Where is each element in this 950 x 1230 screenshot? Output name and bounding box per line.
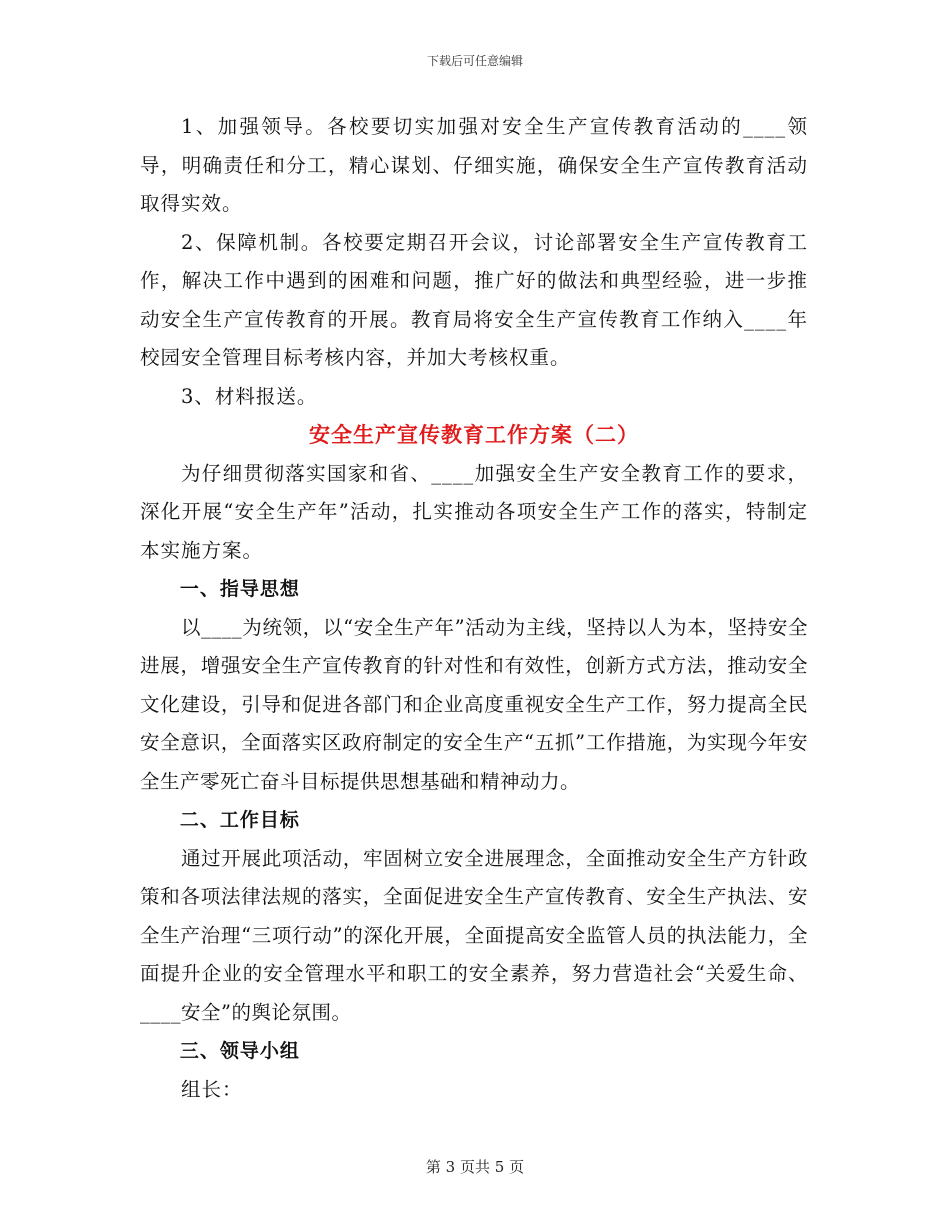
paragraph-item-1: 1、加强领导。各校要切实加强对安全生产宣传教育活动的____领导，明确责任和分工，精心谋划、仔细实施，确保安全生产宣传教育活动取得实效。	[140, 115, 808, 215]
paragraph-item-2: 2、保障机制。各校要定期召开会议，讨论部署安全生产宣传教育工作，解决工作中遇到的困难和问题，推广好的做法和典型经验，进一步推动安全生产宣传教育的开展。教育局将安全生产宣传教育工作纳入____年校园安全管理目标考核内容，并加大考核权重。	[140, 230, 808, 369]
document-title: 安全生产宣传教育工作方案（二）	[309, 423, 639, 447]
section-heading-leading-group: 三、领导小组	[179, 1040, 300, 1062]
section-text-guiding-thought: 以____为统领，以“安全生产年”活动为主线，坚持以人为本，坚持安全进展，增强安全生产宣传教育的针对性和有效性，创新方式方法，推动安全文化建设，引导和促进各部门和企业高度重视安全生产工作，努力提高全民安全意识，全面落实区政府制定的安全生产“五抓”工作措施，为实现今年安全生产零死亡奋斗目标提供思想基础和精神动力。	[140, 615, 808, 793]
page-header-note: 下载后可任意编辑	[426, 54, 523, 68]
section-heading-guiding-thought: 一、指导思想	[179, 578, 300, 600]
section-text-work-goal: 通过开展此项活动，牢固树立安全进展理念，全面推动安全生产方针政策和各项法律法规的落实，全面促进安全生产宣传教育、安全生产执法、安全生产治理“三项行动”的深化开展，全面提高安全监管人员的执法能力，全面提升企业的安全管理水平和职工的安全素养，努力营造社会“关爱生命、____安全”的舆论氛围。	[140, 846, 808, 1024]
paragraph-item-3: 3、材料报送。	[180, 384, 318, 408]
intro-paragraph: 为仔细贯彻落实国家和省、____加强安全生产安全教育工作的要求，深化开展“安全生产年”活动，扎实推动各项安全生产工作的落实，特制定本实施方案。	[140, 461, 808, 562]
section-heading-work-goal: 二、工作目标	[179, 809, 300, 831]
document-body	[140, 108, 808, 1109]
section-text-leading-group: 组长：	[180, 1077, 243, 1101]
page-number-footer: 第 3 页共 5 页	[425, 1158, 525, 1176]
